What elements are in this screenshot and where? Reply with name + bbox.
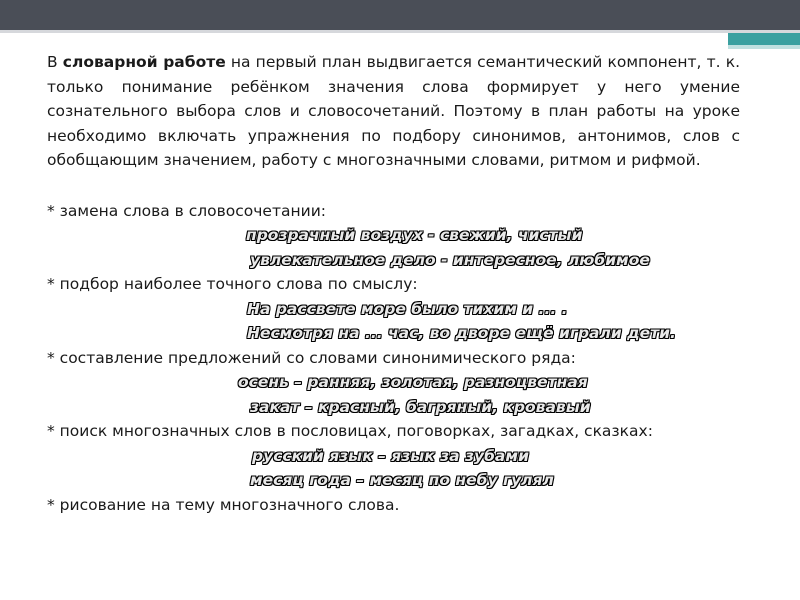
example-line: На рассвете море было тихим и ... . — [247, 299, 568, 318]
bullet-item: * рисование на тему многозначного слова. — [47, 495, 400, 514]
bullet-item: * замена слова в словосочетании: — [47, 201, 326, 220]
accent-bar — [728, 33, 800, 45]
header-stripe — [0, 30, 800, 33]
example-line: осень – ранняя, золотая, разноцветная — [238, 373, 588, 391]
bullet-item: * подбор наиболее точного слова по смыслу: — [47, 275, 418, 293]
bullet-item: * составление предложений со словами синонимического ряда: — [47, 348, 576, 367]
intro-bold-term: словарной работе — [62, 53, 226, 71]
example-line: месяц года – месяц по небу гулял — [250, 471, 554, 489]
header-bar — [0, 0, 800, 30]
intro-text-rest: на первый план выдвигается семантический компонент, т. к. только понимание ребёнком значения слова формирует у него умение сознательного выбора слов и словосочетаний. Поэтому в план работы на уроке необходимо включать упражнения по подбору синонимов, антонимов, слов с обобщающим значением, работу с многозначными словами, ритмом и рифмой. — [47, 53, 740, 169]
example-line: закат – красный, багряный, кровавый — [250, 397, 591, 416]
slide-content — [47, 50, 740, 517]
spacer — [47, 173, 740, 199]
example-line: Несмотря на ... час, во дворе ещё играли дети. — [247, 324, 676, 342]
bullet-item: * поиск многозначных слов в пословицах, поговорках, загадках, сказках: — [47, 422, 653, 440]
example-line: увлекательное дело - интересное, любимое — [250, 250, 650, 269]
example-line: русский язык – язык за зубами — [252, 446, 529, 465]
accent-bar-light — [728, 45, 800, 49]
intro-paragraph — [47, 50, 740, 173]
intro-text-start: В — [47, 53, 63, 71]
example-line: прозрачный воздух - свежий, чистый — [246, 226, 583, 244]
